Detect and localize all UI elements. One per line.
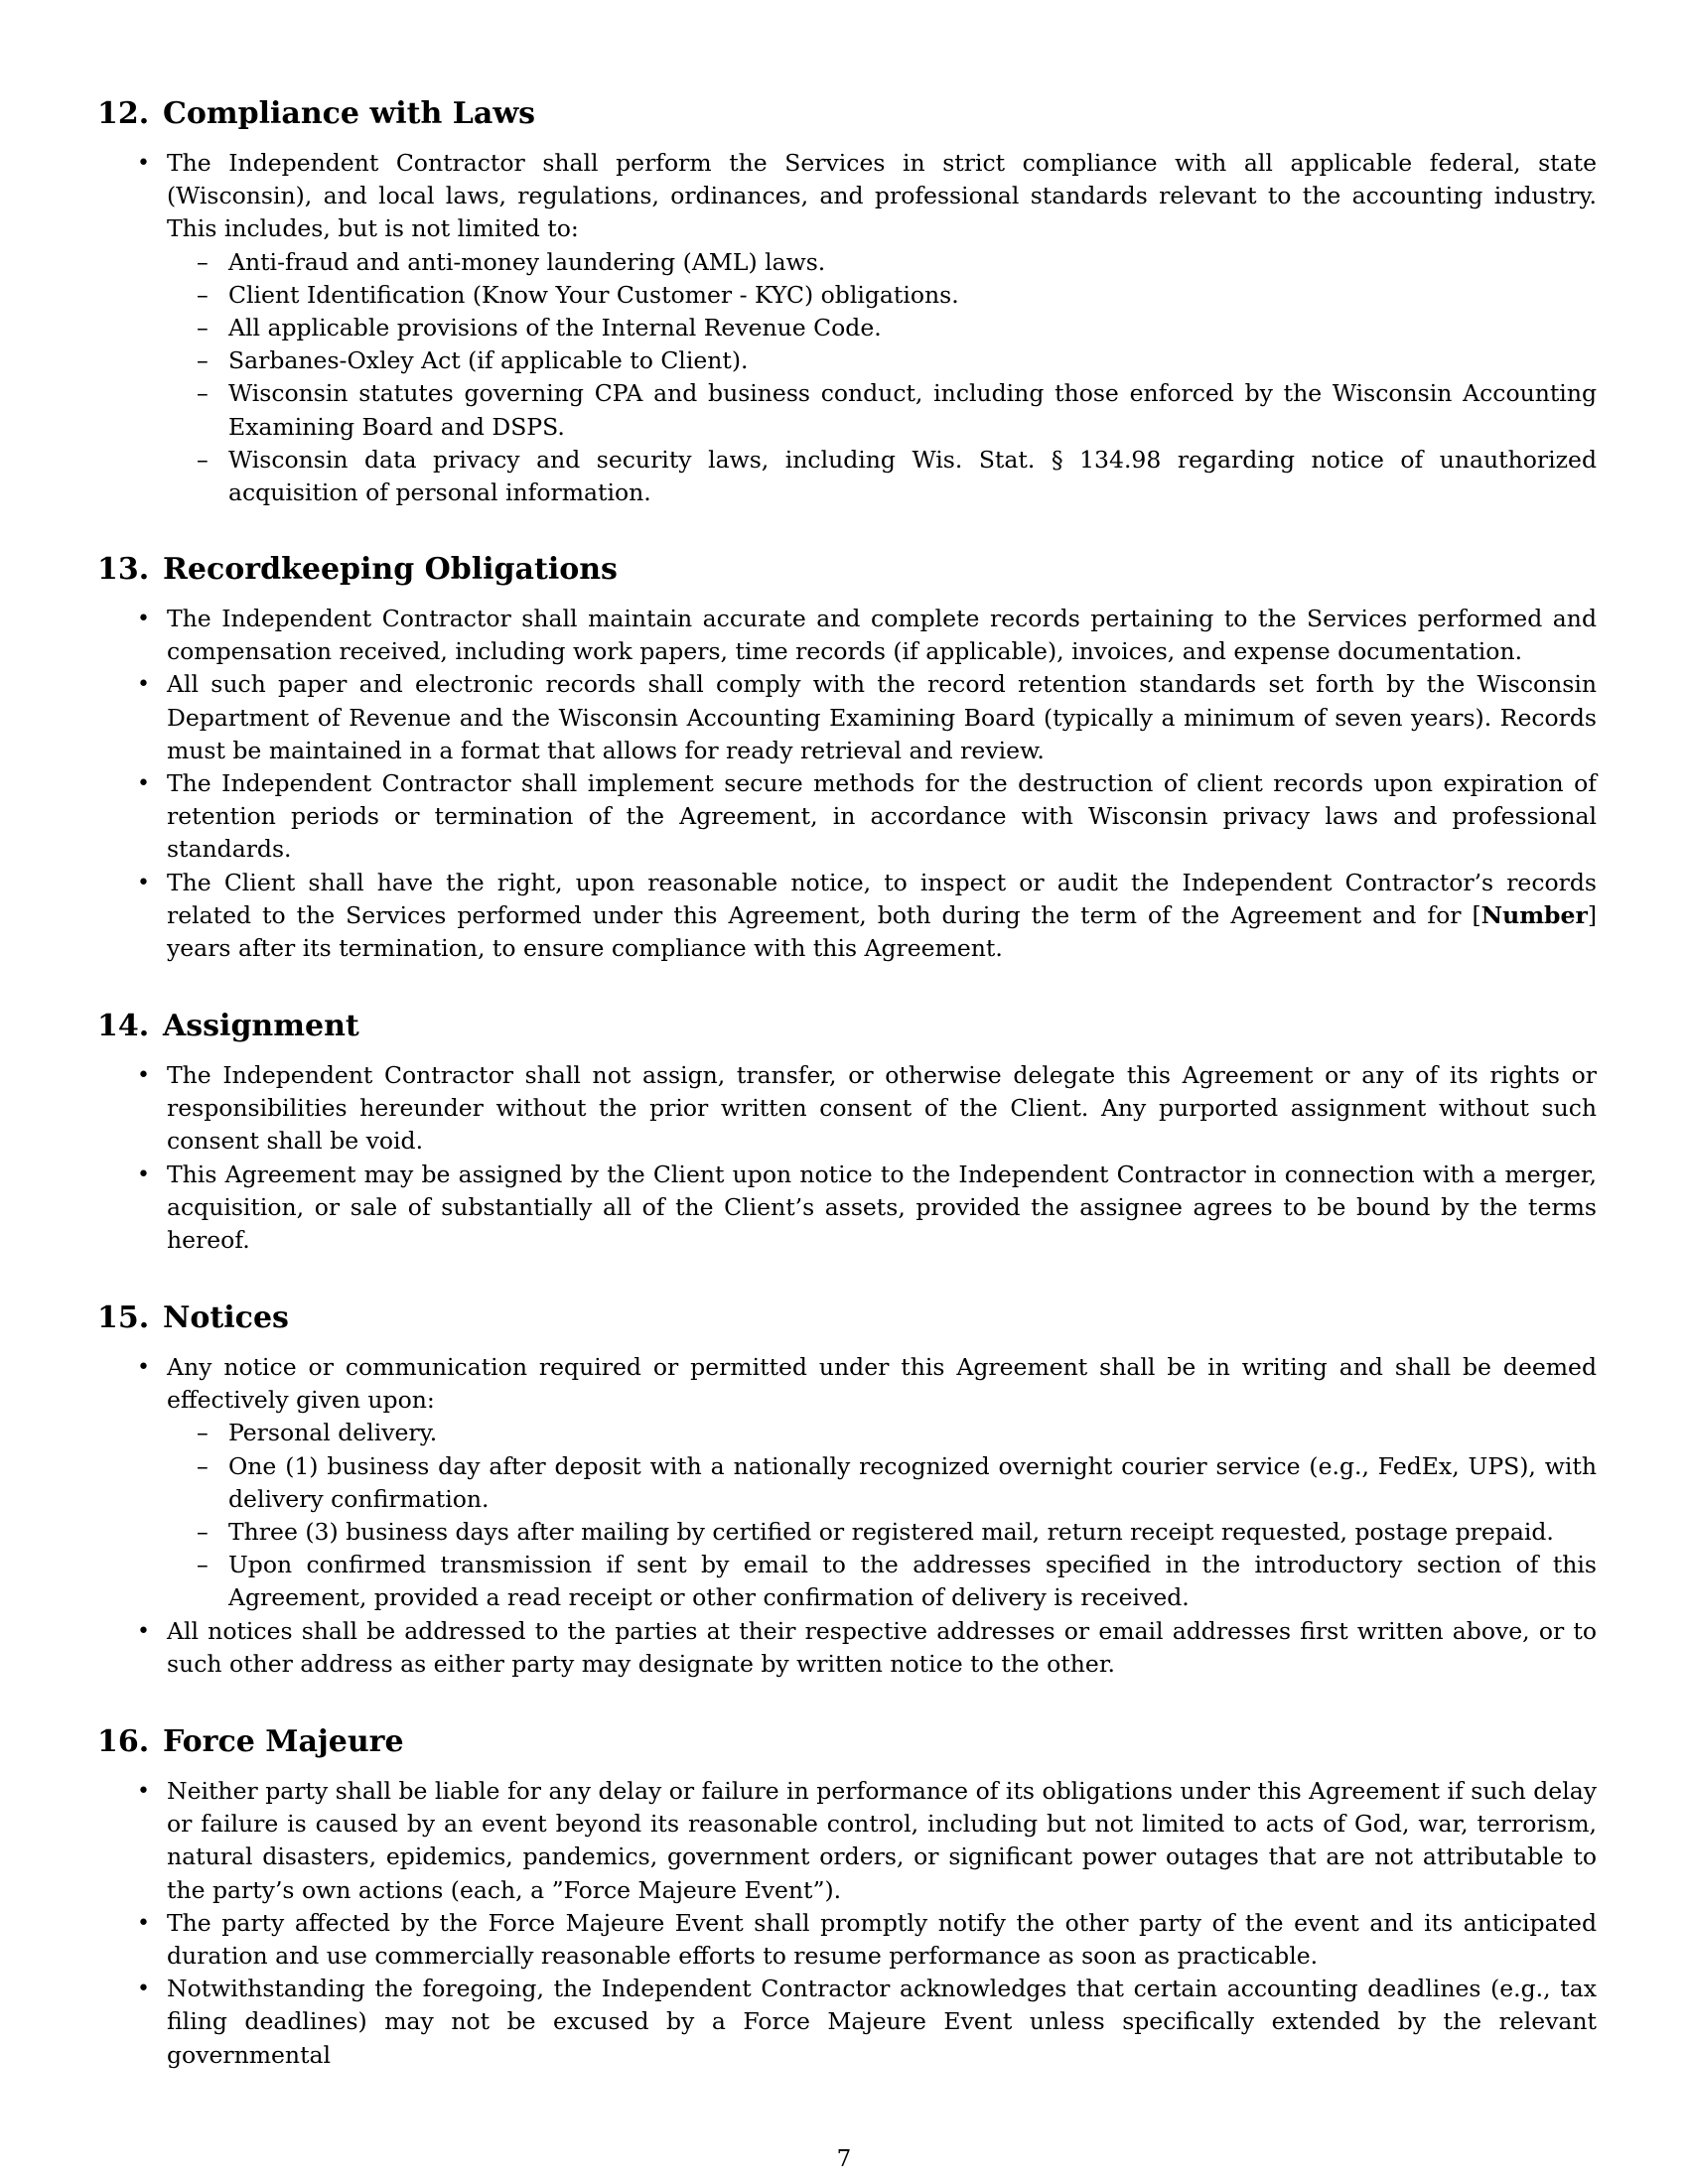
section-number: 13. <box>97 552 150 587</box>
bullet-list <box>97 603 1597 965</box>
list-item: • All such paper and electronic records shall comply with the record retention standards set forth by the Wisconsin Department of Revenue and the Wisconsin Accounting Examining Board (typically a minimum of seven years). Records must be maintained in a format that allows for ready retrieval and review. <box>97 668 1597 767</box>
page-number: 7 <box>836 2146 852 2172</box>
list-item-text: Any notice or communication required or permitted under this Agreement shall be in writing and shall be deemed effectively given upon: <box>167 1353 1597 1415</box>
bullet-list <box>97 1351 1597 1681</box>
list-item-text: The Client shall have the right, upon reasonable notice, to inspect or audit the Independent Contractor’s records related to the Services performed under this Agreement, both during the term of the Agreement and for [ <box>167 868 1597 929</box>
list-item-text: ] years after its termination, to ensure compliance with this Agreement. <box>167 900 1597 963</box>
sub-list-item: – Personal delivery. <box>167 1417 1597 1449</box>
section-title: Force Majeure <box>163 1724 404 1759</box>
list-item: • The party affected by the Force Majeure Event shall promptly notify the other party of the event and its anticipated duration and use commercially reasonable efforts to resume performance as soon as practicable. <box>97 1907 1597 1973</box>
sub-list-item: – Wisconsin statutes governing CPA and business conduct, including those enforced by the Wisconsin Accounting Examining Board and DSPS. <box>167 377 1597 443</box>
sub-list-item: – Sarbanes-Oxley Act (if applicable to Client). <box>167 344 1597 377</box>
list-item <box>97 147 1597 509</box>
section-13-recordkeeping-obligations <box>97 551 1597 965</box>
bullet-list <box>97 1775 1597 2072</box>
section-title: Compliance with Laws <box>163 96 536 131</box>
list-item: • The Independent Contractor shall not assign, transfer, or otherwise delegate this Agreement or any of its rights or responsibilities hereunder without the prior written consent of the Client. Any purported assignment without such consent shall be void. <box>97 1059 1597 1159</box>
list-item: • This Agreement may be assigned by the Client upon notice to the Independent Contractor in connection with a merger, acquisition, or sale of substantially all of the Client’s assets, provided the assignee agrees to be bound by the terms hereof. <box>97 1159 1597 1258</box>
sub-list <box>167 1417 1597 1614</box>
section-heading <box>97 1299 1597 1337</box>
section-heading <box>97 551 1597 589</box>
sub-list-item: – Three (3) business days after mailing by certified or registered mail, return receipt requested, postage prepaid. <box>167 1516 1597 1549</box>
sub-list-item: – Upon confirmed transmission if sent by email to the addresses specified in the introductory section of this Agreement, provided a read receipt or other confirmation of delivery is received. <box>167 1549 1597 1614</box>
list-item: • The Independent Contractor shall implement secure methods for the destruction of client records upon expiration of retention periods or termination of the Agreement, in accordance with Wisconsin privacy laws and professional standards. <box>97 767 1597 867</box>
number-placeholder: Number <box>1480 900 1588 929</box>
list-item <box>97 867 1597 966</box>
sub-list-item: – All applicable provisions of the Internal Revenue Code. <box>167 312 1597 344</box>
section-heading <box>97 95 1597 133</box>
section-title: Notices <box>163 1300 289 1335</box>
section-title: Assignment <box>163 1009 359 1043</box>
section-heading <box>97 1723 1597 1761</box>
sub-list-item: – One (1) business day after deposit with a nationally recognized overnight courier service (e.g., FedEx, UPS), with delivery confirmation. <box>167 1450 1597 1516</box>
section-number: 14. <box>97 1009 150 1043</box>
section-number: 16. <box>97 1724 150 1759</box>
list-item: • Neither party shall be liable for any delay or failure in performance of its obligations under this Agreement if such delay or failure is caused by an event beyond its reasonable control, including but not limited to acts of God, war, terrorism, natural disasters, epidemics, pandemics, government orders, or significant power outages that are not attributable to the party’s own actions (each, a ”Force Majeure Event”). <box>97 1775 1597 1907</box>
sub-list-item: – Anti-fraud and anti-money laundering (AML) laws. <box>167 246 1597 279</box>
section-14-assignment <box>97 1008 1597 1257</box>
sub-list-item: – Client Identification (Know Your Customer - KYC) obligations. <box>167 279 1597 312</box>
list-item: • The Independent Contractor shall maintain accurate and complete records pertaining to the Services performed and compensation received, including work papers, time records (if applicable), invoices, and expense documentation. <box>97 603 1597 668</box>
sub-list <box>167 246 1597 510</box>
section-15-notices <box>97 1299 1597 1681</box>
sub-list-item: – Wisconsin data privacy and security laws, including Wis. Stat. § 134.98 regarding notice of unauthorized acquisition of personal information. <box>167 444 1597 509</box>
list-item-text: The Independent Contractor shall perform the Services in strict compliance with all applicable federal, state (Wisconsin), and local laws, regulations, ordinances, and professional standards relevant to the accounting industry. This includes, but is not limited to: <box>167 149 1597 243</box>
section-12-compliance-with-laws <box>97 95 1597 509</box>
section-title: Recordkeeping Obligations <box>163 552 618 587</box>
section-number: 12. <box>97 96 150 131</box>
list-item: • All notices shall be addressed to the parties at their respective addresses or email addresses first written above, or to such other address as either party may designate by written notice to the other. <box>97 1615 1597 1681</box>
section-16-force-majeure <box>97 1723 1597 2072</box>
list-item: • Notwithstanding the foregoing, the Independent Contractor acknowledges that certain accounting deadlines (e.g., tax filing deadlines) may not be excused by a Force Majeure Event unless specifically extended by the relevant governmental <box>97 1973 1597 2072</box>
section-number: 15. <box>97 1300 150 1335</box>
section-heading <box>97 1008 1597 1045</box>
bullet-list <box>97 1059 1597 1257</box>
bullet-list <box>97 147 1597 509</box>
list-item <box>97 1351 1597 1615</box>
